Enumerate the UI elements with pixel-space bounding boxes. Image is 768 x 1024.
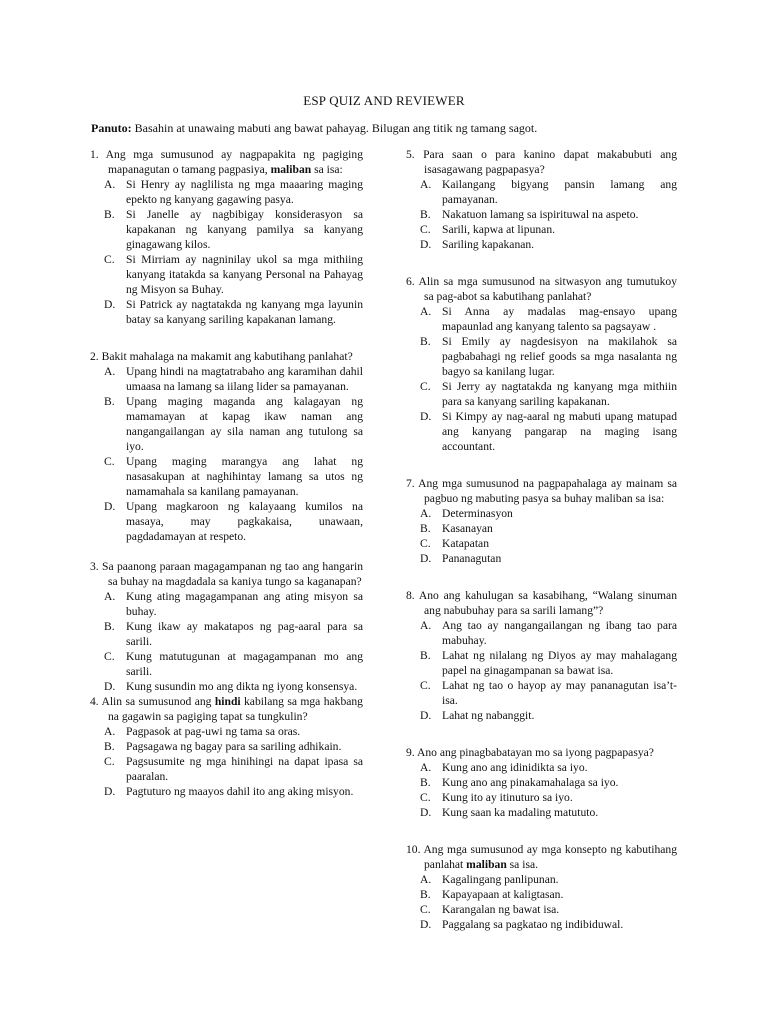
option-text: Upang magkaroon ng kalayaang kumilos na masaya, may pagkakaisa, unawaan, pagdadamayan at respeto.: [126, 500, 363, 543]
option-letter: D.: [104, 680, 116, 693]
option-letter: B.: [104, 208, 115, 221]
answer-options: [406, 618, 677, 723]
answer-option: [406, 678, 677, 708]
option-letter: C.: [104, 253, 115, 266]
answer-option: [406, 805, 677, 820]
option-letter: D.: [420, 918, 432, 931]
answer-option: [406, 708, 677, 723]
answer-option: [90, 364, 363, 394]
stem-text-after: kabilang sa mga hakbang na gagawin sa pagiging tapat sa tungkulin?: [108, 695, 363, 723]
option-letter: B.: [104, 620, 115, 633]
option-letter: C.: [104, 755, 115, 768]
stem-text: Bakit mahalaga na makamit ang kabutihang panlahat?: [101, 350, 353, 363]
option-text: Pagsusumite ng mga hinihingi na dapat ipasa sa paaralan.: [126, 755, 363, 783]
answer-option: [90, 679, 363, 694]
option-text: Kailangang bigyang pansin lamang ang pamayanan.: [442, 178, 677, 206]
option-text: Kung susundin mo ang dikta ng iyong konsensya.: [126, 680, 358, 693]
stem-text: Alin sa sumusunod ang: [101, 695, 215, 708]
option-text: Si Jerry ay nagtatakda ng kanyang mga mithiin para sa kanyang sariling kapakanan.: [442, 380, 677, 408]
option-text: Lahat ng nabanggit.: [442, 709, 535, 722]
option-text: Si Janelle ay nagbibigay konsiderasyon sa kapakanan ng kanyang pamilya sa kanyang ginagawang kilos.: [126, 208, 363, 251]
option-letter: B.: [420, 649, 431, 662]
option-text: Upang hindi na magtatrabaho ang karamihan dahil umaasa na lamang sa iilang lider sa pamayanan.: [126, 365, 363, 393]
question-number: 2.: [90, 350, 99, 363]
question-6: [406, 274, 677, 454]
answer-option: [90, 177, 363, 207]
answer-options: [406, 872, 677, 932]
answer-option: [90, 499, 363, 544]
option-text: Pagtuturo ng maayos dahil ito ang aking misyon.: [126, 785, 354, 798]
question-number: 6.: [406, 275, 415, 288]
option-letter: B.: [420, 522, 431, 535]
answer-option: [90, 739, 363, 754]
stem-emphasis: maliban: [270, 163, 312, 176]
answer-option: [406, 887, 677, 902]
option-text: Kung ating magagampanan ang ating misyon sa buhay.: [126, 590, 363, 618]
option-letter: A.: [420, 507, 432, 520]
option-letter: C.: [420, 791, 431, 804]
answer-options: [90, 364, 363, 544]
stem-text: Ano ang pinagbabatayan mo sa iyong pagpapasya?: [416, 746, 654, 759]
instructions-label: Panuto:: [91, 121, 132, 135]
option-letter: B.: [420, 335, 431, 348]
answer-options: [90, 724, 363, 799]
option-text: Si Mirriam ay nagninilay ukol sa mga mithiing kanyang itatakda sa kanyang Personal na Pahayag ng Misyon sa Buhay.: [126, 253, 363, 296]
option-text: Kasanayan: [442, 522, 493, 535]
question-number: 9.: [406, 746, 415, 759]
answer-option: [90, 252, 363, 297]
answer-option: [406, 521, 677, 536]
option-letter: C.: [420, 380, 431, 393]
option-letter: A.: [104, 725, 116, 738]
option-text: Karangalan ng bawat isa.: [442, 903, 560, 916]
question-1: [90, 147, 363, 327]
answer-options: [90, 177, 363, 327]
option-text: Nakatuon lamang sa ispirituwal na aspeto.: [442, 208, 639, 221]
question-stem: [406, 274, 677, 304]
answer-options: [406, 506, 677, 566]
question-stem: [406, 147, 677, 177]
option-text: Pananagutan: [442, 552, 502, 565]
option-letter: C.: [104, 455, 115, 468]
stem-text: Ang mga sumusunod na pagpapahalaga ay mainam sa pagbuo ng mabuting pasya sa buhay maliban sa isa:: [418, 477, 677, 505]
option-letter: A.: [420, 619, 432, 632]
question-number: 10.: [406, 843, 421, 856]
stem-text: Ano ang kahulugan sa kasabihang, “Walang sinuman ang nabubuhay para sa sarili lamang”?: [418, 589, 677, 617]
answer-option: [406, 760, 677, 775]
option-text: Si Patrick ay nagtatakda ng kanyang mga layunin batay sa kanyang sariling kapakanan lamang.: [126, 298, 363, 326]
option-text: Kung ano ang pinakamahalaga sa iyo.: [442, 776, 619, 789]
instructions: [91, 121, 691, 136]
option-text: Kung saan ka madaling matututo.: [442, 806, 599, 819]
option-letter: D.: [420, 709, 432, 722]
question-stem: [90, 147, 363, 177]
answer-options: [90, 589, 363, 694]
stem-text: Alin sa mga sumusunod na sitwasyon ang tumutukoy sa pag-abot sa kabutihang panlahat?: [418, 275, 677, 303]
question-stem: [90, 349, 363, 364]
option-letter: A.: [420, 178, 432, 191]
question-7: [406, 476, 677, 566]
answer-option: [406, 648, 677, 678]
option-letter: C.: [420, 223, 431, 236]
option-text: Pagpasok at pag-uwi ng tama sa oras.: [126, 725, 301, 738]
option-letter: C.: [420, 537, 431, 550]
option-letter: A.: [104, 590, 116, 603]
quiz-title: ESP QUIZ AND REVIEWER: [303, 93, 465, 108]
option-letter: D.: [420, 410, 432, 423]
option-letter: A.: [104, 365, 116, 378]
option-text: Si Henry ay naglilista ng mga maaaring maging epekto ng kanyang gagawing pasya.: [126, 178, 363, 206]
answer-option: [90, 649, 363, 679]
answer-option: [90, 589, 363, 619]
answer-option: [406, 790, 677, 805]
question-stem: [406, 476, 677, 506]
option-letter: A.: [104, 178, 116, 191]
instructions-text: Basahin at unawaing mabuti ang bawat pahayag. Bilugan ang titik ng tamang sagot.: [131, 121, 538, 135]
option-text: Kung matutugunan at magagampanan mo ang sarili.: [126, 650, 363, 678]
option-text: Sarili, kapwa at lipunan.: [442, 223, 556, 236]
question-stem: [90, 694, 363, 724]
question-number: 7.: [406, 477, 415, 490]
right-column: [406, 147, 677, 932]
option-letter: B.: [104, 395, 115, 408]
answer-option: [406, 536, 677, 551]
question-stem: [406, 842, 677, 872]
answer-option: [406, 334, 677, 379]
question-number: 5.: [406, 148, 415, 161]
answer-option: [90, 754, 363, 784]
option-letter: D.: [420, 552, 432, 565]
option-letter: C.: [420, 903, 431, 916]
question-4: [90, 694, 363, 799]
answer-option: [406, 207, 677, 222]
option-text: Si Anna ay madalas mag-ensayo upang mapaunlad ang kanyang talento sa pagsayaw .: [442, 305, 677, 333]
option-letter: A.: [420, 761, 432, 774]
option-text: Kagalingang panlipunan.: [442, 873, 559, 886]
option-text: Lahat ng nilalang ng Diyos ay may mahalagang papel na ginagampanan sa bawat isa.: [442, 649, 677, 677]
stem-emphasis: maliban: [466, 858, 507, 871]
stem-text: Ang mga sumusunod ay nagpapakita ng pagiging mapanagutan o tamang pagpasiya,: [105, 148, 364, 176]
option-letter: D.: [104, 500, 116, 513]
option-text: Kung ikaw ay makatapos ng pag-aaral para sa sarili.: [126, 620, 363, 648]
option-text: Sariling kapakanan.: [442, 238, 535, 251]
option-text: Ang tao ay nangangailangan ng ibang tao para mabuhay.: [442, 619, 677, 647]
option-letter: D.: [420, 238, 432, 251]
answer-option: [90, 454, 363, 499]
answer-option: [406, 506, 677, 521]
option-text: Upang maging marangya ang lahat ng nasasakupan at naghihintay lamang sa utos ng namamahala sa kanilang pamayanan.: [126, 455, 363, 498]
option-text: Paggalang sa pagkatao ng indibiduwal.: [442, 918, 624, 931]
answer-option: [90, 619, 363, 649]
question-10: [406, 842, 677, 932]
option-text: Determinasyon: [442, 507, 513, 520]
question-stem: [406, 745, 677, 760]
answer-option: [406, 177, 677, 207]
answer-option: [406, 304, 677, 334]
option-text: Upang maging maganda ang kalagayan ng mamamayan at kapag ikaw naman ang nangangailangan ay sila naman ang tutulong sa iyo.: [126, 395, 363, 453]
answer-option: [90, 784, 363, 799]
stem-text: Sa paanong paraan magagampanan ng tao ang hangarin sa buhay na magdadala sa kaniya tungo sa kaganapan?: [102, 560, 363, 588]
question-stem: [406, 588, 677, 618]
answer-option: [90, 724, 363, 739]
stem-text-after: sa isa:: [311, 163, 343, 176]
option-text: Lahat ng tao o hayop ay may pananagutan isa’t-isa.: [442, 679, 677, 707]
question-5: [406, 147, 677, 252]
option-letter: D.: [104, 785, 116, 798]
option-letter: D.: [104, 298, 116, 311]
option-letter: D.: [420, 806, 432, 819]
option-letter: B.: [420, 776, 431, 789]
stem-emphasis: hindi: [214, 695, 241, 708]
option-letter: B.: [420, 208, 431, 221]
answer-option: [406, 775, 677, 790]
answer-options: [406, 177, 677, 252]
option-letter: A.: [420, 305, 432, 318]
question-number: 4.: [90, 695, 99, 708]
question-8: [406, 588, 677, 723]
answer-option: [406, 237, 677, 252]
question-number: 8.: [406, 589, 415, 602]
option-letter: B.: [420, 888, 431, 901]
answer-options: [406, 760, 677, 820]
option-letter: C.: [104, 650, 115, 663]
option-text: Katapatan: [442, 537, 489, 550]
question-3: [90, 559, 363, 694]
stem-text: Ang mga sumusunod ay mga konsepto ng kabutihang panlahat: [423, 843, 678, 871]
answer-option: [406, 379, 677, 409]
option-letter: A.: [420, 873, 432, 886]
answer-option: [406, 902, 677, 917]
left-column: [90, 147, 363, 799]
option-text: Kung ano ang idinidikta sa iyo.: [442, 761, 588, 774]
answer-option: [406, 917, 677, 932]
option-text: Kapayapaan at kaligtasan.: [442, 888, 564, 901]
question-9: [406, 745, 677, 820]
question-2: [90, 349, 363, 544]
stem-text-after: sa isa.: [506, 858, 538, 871]
answer-option: [406, 222, 677, 237]
answer-options: [406, 304, 677, 454]
answer-option: [90, 207, 363, 252]
option-text: Si Kimpy ay nag-aaral ng mabuti upang matupad ang kanyang pangarap na maging isang accountant.: [442, 410, 677, 453]
answer-option: [406, 551, 677, 566]
answer-option: [406, 618, 677, 648]
question-number: 3.: [90, 560, 99, 573]
answer-option: [90, 297, 363, 327]
answer-option: [406, 872, 677, 887]
option-text: Pagsagawa ng bagay para sa sariling adhikain.: [126, 740, 342, 753]
question-stem: [90, 559, 363, 589]
option-letter: B.: [104, 740, 115, 753]
answer-option: [90, 394, 363, 454]
question-number: 1.: [90, 148, 99, 161]
option-text: Si Emily ay nagdesisyon na makilahok sa pagbabahagi ng relief goods sa mga nasalanta ng bagyo sa kanilang lugar.: [442, 335, 677, 378]
option-letter: C.: [420, 679, 431, 692]
option-text: Kung ito ay itinuturo sa iyo.: [442, 791, 573, 804]
answer-option: [406, 409, 677, 454]
stem-text: Para saan o para kanino dapat makabubuti ang isasagawang pagpapasya?: [423, 148, 677, 176]
